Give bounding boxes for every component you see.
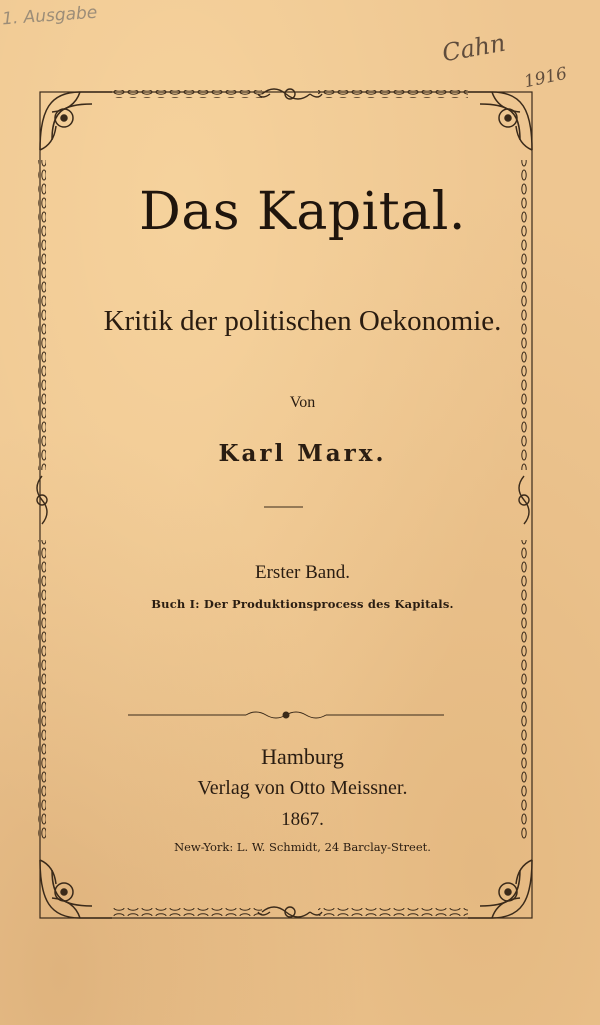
by-label: Von: [289, 394, 316, 411]
bottom-center-ornament: [258, 907, 322, 917]
top-center-ornament: [258, 89, 322, 99]
author-name: Karl Marx.: [218, 440, 387, 467]
handwritten-note-top-left: 1. Ausgabe: [1, 2, 98, 30]
publication-year: 1867.: [281, 809, 324, 830]
top-left-corner-ornament: [40, 92, 112, 150]
book-label: Buch I: Der Produktionsprocess des Kapitals.: [151, 597, 454, 611]
left-center-ornament: [37, 476, 47, 524]
book-subtitle: Kritik der politischen Oekonomie.: [103, 305, 502, 337]
book-title: Das Kapital.: [139, 182, 466, 242]
volume-label: Erster Band.: [255, 562, 350, 583]
publisher-name: Verlag von Otto Meissner.: [197, 777, 408, 799]
top-right-corner-ornament: [468, 92, 532, 150]
bottom-right-corner-ornament: [468, 860, 532, 918]
right-center-ornament: [519, 476, 529, 524]
handwritten-signature: Cahn: [440, 28, 508, 68]
publication-place: Hamburg: [261, 744, 344, 769]
new-york-agent: New-York: L. W. Schmidt, 24 Barclay-Street.: [174, 840, 431, 854]
handwritten-year: 1916: [522, 63, 569, 93]
decorative-rule: [128, 712, 444, 718]
bottom-left-corner-ornament: [40, 860, 112, 918]
